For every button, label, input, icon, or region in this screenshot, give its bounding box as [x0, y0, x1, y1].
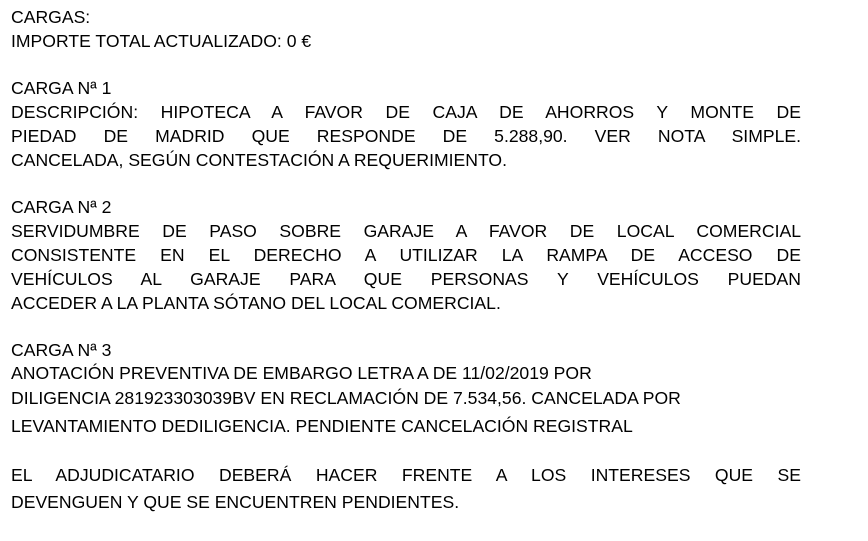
document-body — [11, 6, 801, 516]
spacer — [11, 54, 801, 78]
carga-1-line: DESCRIPCIÓN: HIPOTECA A FAVOR DE CAJA DE AHORROS Y MONTE DE — [11, 102, 801, 123]
spacer — [11, 440, 801, 462]
carga-2-line: VEHÍCULOS AL GARAJE PARA QUE PERSONAS Y VEHÍCULOS PUEDAN — [11, 268, 801, 289]
footer-line: EL ADJUDICATARIO DEBERÁ HACER FRENTE A LOS INTERESES QUE SE — [11, 464, 801, 485]
carga-3-line: ANOTACIÓN PREVENTIVA DE EMBARGO LETRA A DE 11/02/2019 POR — [11, 362, 592, 383]
importe-total: IMPORTE TOTAL ACTUALIZADO: 0 € — [11, 30, 312, 51]
carga-1-heading: CARGA Nª 1 — [11, 78, 112, 99]
carga-1 — [11, 77, 801, 172]
carga-3-line: LEVANTAMIENTO DEDILIGENCIA. PENDIENTE CANCELACIÓN REGISTRAL — [11, 415, 633, 436]
carga-3 — [11, 339, 801, 440]
carga-2-heading: CARGA Nª 2 — [11, 197, 112, 218]
carga-1-line: CANCELADA, SEGÚN CONTESTACIÓN A REQUERIMIENTO. — [11, 149, 507, 170]
cargas-title: CARGAS: — [11, 7, 91, 27]
carga-2 — [11, 196, 801, 315]
spacer — [11, 315, 801, 339]
footer-line: DEVENGUEN Y QUE SE ENCUENTREN PENDIENTES. — [11, 491, 460, 512]
carga-3-line: DILIGENCIA 281923303039BV EN RECLAMACIÓN DE 7.534,56. CANCELADA POR — [11, 387, 681, 408]
carga-2-line: SERVIDUMBRE DE PASO SOBRE GARAJE A FAVOR DE LOCAL COMERCIAL — [11, 221, 801, 242]
carga-2-line: CONSISTENTE EN EL DERECHO A UTILIZAR LA RAMPA DE ACCESO DE — [11, 244, 801, 265]
carga-3-heading: CARGA Nª 3 — [11, 340, 112, 361]
footer-note — [11, 462, 801, 516]
carga-2-line: ACCEDER A LA PLANTA SÓTANO DEL LOCAL COMERCIAL. — [11, 292, 501, 313]
carga-1-line: PIEDAD DE MADRID QUE RESPONDE DE 5.288,90. VER NOTA SIMPLE. — [11, 125, 801, 146]
spacer — [11, 173, 801, 197]
